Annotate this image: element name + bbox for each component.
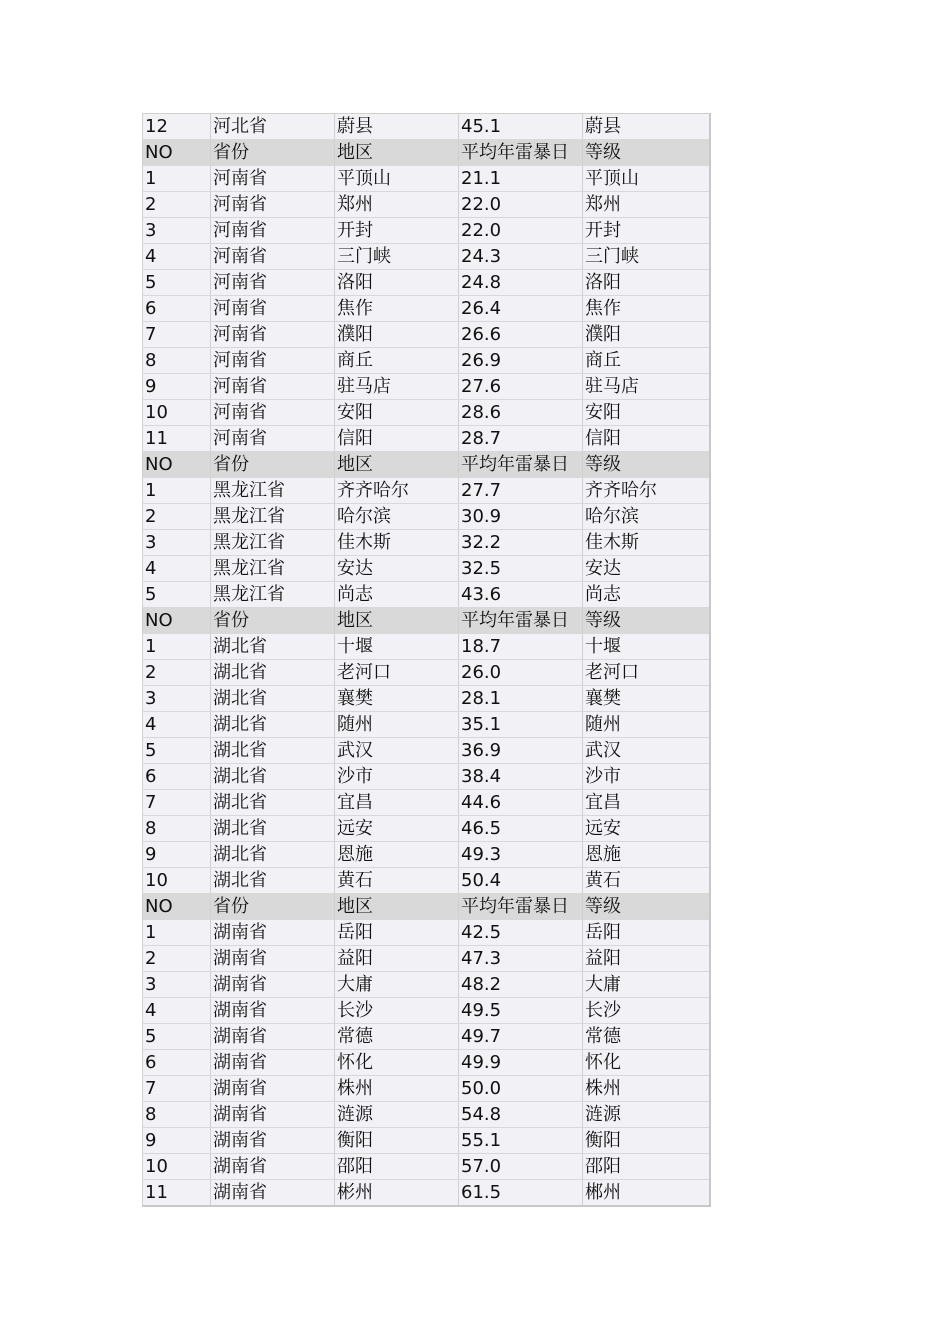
grade-cell: 焦作 — [583, 296, 710, 322]
grade-cell: 洛阳 — [583, 270, 710, 296]
grade-cell: 随州 — [583, 712, 710, 738]
province-cell: 黑龙江省 — [211, 530, 335, 556]
grade-cell: 恩施 — [583, 842, 710, 868]
region-cell: 安达 — [335, 556, 459, 582]
table-header-row — [143, 894, 710, 920]
thunder-days-cell: 45.1 — [459, 114, 583, 140]
header-no-cell: NO — [143, 894, 211, 920]
province-cell: 湖北省 — [211, 842, 335, 868]
grade-cell: 信阳 — [583, 426, 710, 452]
table-row — [143, 712, 710, 738]
grade-cell: 安阳 — [583, 400, 710, 426]
no-cell: 5 — [143, 738, 211, 764]
grade-cell: 怀化 — [583, 1050, 710, 1076]
province-cell: 河南省 — [211, 270, 335, 296]
province-cell: 河南省 — [211, 374, 335, 400]
no-cell: 1 — [143, 920, 211, 946]
no-cell: 3 — [143, 530, 211, 556]
grade-cell: 三门峡 — [583, 244, 710, 270]
grade-cell: 平顶山 — [583, 166, 710, 192]
no-cell: 6 — [143, 296, 211, 322]
thunder-days-cell: 49.7 — [459, 1024, 583, 1050]
region-cell: 商丘 — [335, 348, 459, 374]
grade-cell: 邵阳 — [583, 1154, 710, 1180]
province-cell: 河南省 — [211, 426, 335, 452]
grade-cell: 安达 — [583, 556, 710, 582]
table-row — [143, 842, 710, 868]
table-row — [143, 1128, 710, 1154]
header-grade-cell: 等级 — [583, 608, 710, 634]
no-cell: 3 — [143, 972, 211, 998]
table-row — [143, 738, 710, 764]
no-cell: 5 — [143, 582, 211, 608]
thunder-days-cell: 26.6 — [459, 322, 583, 348]
thunder-days-cell: 27.6 — [459, 374, 583, 400]
province-cell: 湖南省 — [211, 1076, 335, 1102]
region-cell: 驻马店 — [335, 374, 459, 400]
thunder-days-cell: 24.3 — [459, 244, 583, 270]
no-cell: 8 — [143, 816, 211, 842]
grade-cell: 郑州 — [583, 192, 710, 218]
header-grade-cell: 等级 — [583, 452, 710, 478]
thunder-days-cell: 49.5 — [459, 998, 583, 1024]
table-row — [143, 1154, 710, 1180]
thunder-days-cell: 22.0 — [459, 218, 583, 244]
no-cell: 1 — [143, 634, 211, 660]
table-row — [143, 374, 710, 400]
thunder-days-cell: 36.9 — [459, 738, 583, 764]
province-cell: 湖北省 — [211, 868, 335, 894]
table-row — [143, 816, 710, 842]
thunder-days-cell: 42.5 — [459, 920, 583, 946]
grade-cell: 尚志 — [583, 582, 710, 608]
grade-cell: 益阳 — [583, 946, 710, 972]
region-cell: 岳阳 — [335, 920, 459, 946]
thunder-days-cell: 50.0 — [459, 1076, 583, 1102]
no-cell: 4 — [143, 556, 211, 582]
grade-cell: 十堰 — [583, 634, 710, 660]
grade-cell: 远安 — [583, 816, 710, 842]
grade-cell: 齐齐哈尔 — [583, 478, 710, 504]
table-row — [143, 634, 710, 660]
no-cell: 6 — [143, 764, 211, 790]
table-row — [143, 270, 710, 296]
no-cell: 9 — [143, 374, 211, 400]
region-cell: 衡阳 — [335, 1128, 459, 1154]
header-province-cell: 省份 — [211, 894, 335, 920]
region-cell: 彬州 — [335, 1180, 459, 1207]
thunder-days-cell: 48.2 — [459, 972, 583, 998]
table-header-row — [143, 608, 710, 634]
province-cell: 黑龙江省 — [211, 504, 335, 530]
no-cell: 11 — [143, 1180, 211, 1207]
no-cell: 2 — [143, 504, 211, 530]
thunder-days-cell: 27.7 — [459, 478, 583, 504]
thunder-days-cell: 47.3 — [459, 946, 583, 972]
table-row — [143, 1102, 710, 1128]
province-cell: 河南省 — [211, 192, 335, 218]
province-cell: 黑龙江省 — [211, 556, 335, 582]
no-cell: 7 — [143, 790, 211, 816]
region-cell: 襄樊 — [335, 686, 459, 712]
region-cell: 佳木斯 — [335, 530, 459, 556]
region-cell: 宜昌 — [335, 790, 459, 816]
thunder-days-cell: 32.2 — [459, 530, 583, 556]
header-thunder-days-cell: 平均年雷暴日 — [459, 608, 583, 634]
header-province-cell: 省份 — [211, 608, 335, 634]
province-cell: 河南省 — [211, 218, 335, 244]
region-cell: 濮阳 — [335, 322, 459, 348]
grade-cell: 武汉 — [583, 738, 710, 764]
header-region-cell: 地区 — [335, 452, 459, 478]
no-cell: 9 — [143, 842, 211, 868]
region-cell: 哈尔滨 — [335, 504, 459, 530]
grade-cell: 黄石 — [583, 868, 710, 894]
region-cell: 十堰 — [335, 634, 459, 660]
province-cell: 湖北省 — [211, 660, 335, 686]
province-cell: 黑龙江省 — [211, 478, 335, 504]
thunder-days-cell: 30.9 — [459, 504, 583, 530]
table-row — [143, 686, 710, 712]
region-cell: 远安 — [335, 816, 459, 842]
province-cell: 湖北省 — [211, 634, 335, 660]
region-cell: 益阳 — [335, 946, 459, 972]
no-cell: 7 — [143, 1076, 211, 1102]
region-cell: 涟源 — [335, 1102, 459, 1128]
region-cell: 平顶山 — [335, 166, 459, 192]
table-row — [143, 764, 710, 790]
region-cell: 长沙 — [335, 998, 459, 1024]
no-cell: 11 — [143, 426, 211, 452]
no-cell: 5 — [143, 1024, 211, 1050]
header-no-cell: NO — [143, 608, 211, 634]
grade-cell: 哈尔滨 — [583, 504, 710, 530]
province-cell: 河南省 — [211, 400, 335, 426]
table-row — [143, 322, 710, 348]
table-row — [143, 192, 710, 218]
province-cell: 湖南省 — [211, 998, 335, 1024]
no-cell: 5 — [143, 270, 211, 296]
no-cell: 2 — [143, 946, 211, 972]
table-row — [143, 530, 710, 556]
thunderstorm-days-table — [142, 113, 711, 1207]
header-province-cell: 省份 — [211, 452, 335, 478]
grade-cell: 沙市 — [583, 764, 710, 790]
thunder-days-cell: 32.5 — [459, 556, 583, 582]
thunder-days-cell: 50.4 — [459, 868, 583, 894]
no-cell: 10 — [143, 1154, 211, 1180]
province-cell: 湖南省 — [211, 1180, 335, 1207]
table-header-row — [143, 140, 710, 166]
thunder-days-cell: 28.7 — [459, 426, 583, 452]
table-row — [143, 296, 710, 322]
table-row — [143, 244, 710, 270]
region-cell: 株州 — [335, 1076, 459, 1102]
grade-cell: 开封 — [583, 218, 710, 244]
thunder-days-cell: 61.5 — [459, 1180, 583, 1207]
no-cell: 10 — [143, 400, 211, 426]
region-cell: 黄石 — [335, 868, 459, 894]
thunder-days-cell: 18.7 — [459, 634, 583, 660]
province-cell: 湖北省 — [211, 764, 335, 790]
thunder-days-cell: 55.1 — [459, 1128, 583, 1154]
table-row — [143, 426, 710, 452]
thunder-days-cell: 22.0 — [459, 192, 583, 218]
table-row — [143, 1180, 710, 1207]
header-province-cell: 省份 — [211, 140, 335, 166]
region-cell: 郑州 — [335, 192, 459, 218]
thunder-days-cell: 26.0 — [459, 660, 583, 686]
region-cell: 尚志 — [335, 582, 459, 608]
grade-cell: 老河口 — [583, 660, 710, 686]
province-cell: 湖南省 — [211, 1128, 335, 1154]
table-body — [143, 114, 710, 1207]
no-cell: 12 — [143, 114, 211, 140]
grade-cell: 大庸 — [583, 972, 710, 998]
table-row — [143, 582, 710, 608]
province-cell: 湖南省 — [211, 920, 335, 946]
table-header-row — [143, 452, 710, 478]
region-cell: 怀化 — [335, 1050, 459, 1076]
province-cell: 河南省 — [211, 348, 335, 374]
header-region-cell: 地区 — [335, 608, 459, 634]
table-row — [143, 1024, 710, 1050]
no-cell: 6 — [143, 1050, 211, 1076]
province-cell: 湖南省 — [211, 1102, 335, 1128]
thunder-days-cell: 49.9 — [459, 1050, 583, 1076]
table-row — [143, 1076, 710, 1102]
table-row — [143, 868, 710, 894]
no-cell: 3 — [143, 686, 211, 712]
header-thunder-days-cell: 平均年雷暴日 — [459, 894, 583, 920]
province-cell: 湖北省 — [211, 686, 335, 712]
header-thunder-days-cell: 平均年雷暴日 — [459, 452, 583, 478]
table-row — [143, 946, 710, 972]
province-cell: 湖北省 — [211, 816, 335, 842]
table-row — [143, 478, 710, 504]
thunder-days-cell: 26.4 — [459, 296, 583, 322]
province-cell: 湖南省 — [211, 946, 335, 972]
thunder-days-cell: 54.8 — [459, 1102, 583, 1128]
header-grade-cell: 等级 — [583, 894, 710, 920]
grade-cell: 郴州 — [583, 1180, 710, 1207]
table-row — [143, 218, 710, 244]
region-cell: 恩施 — [335, 842, 459, 868]
grade-cell: 长沙 — [583, 998, 710, 1024]
grade-cell: 涟源 — [583, 1102, 710, 1128]
thunder-days-cell: 49.3 — [459, 842, 583, 868]
province-cell: 河南省 — [211, 322, 335, 348]
grade-cell: 商丘 — [583, 348, 710, 374]
table-row — [143, 1050, 710, 1076]
table-row — [143, 166, 710, 192]
region-cell: 信阳 — [335, 426, 459, 452]
grade-cell: 衡阳 — [583, 1128, 710, 1154]
grade-cell: 蔚县 — [583, 114, 710, 140]
table-row — [143, 998, 710, 1024]
table-row — [143, 920, 710, 946]
table-row — [143, 556, 710, 582]
province-cell: 河南省 — [211, 244, 335, 270]
region-cell: 三门峡 — [335, 244, 459, 270]
thunder-days-cell: 38.4 — [459, 764, 583, 790]
thunder-days-cell: 46.5 — [459, 816, 583, 842]
table-row — [143, 348, 710, 374]
header-region-cell: 地区 — [335, 894, 459, 920]
region-cell: 开封 — [335, 218, 459, 244]
thunder-days-cell: 28.6 — [459, 400, 583, 426]
region-cell: 大庸 — [335, 972, 459, 998]
table-row — [143, 504, 710, 530]
header-grade-cell: 等级 — [583, 140, 710, 166]
thunder-days-cell: 57.0 — [459, 1154, 583, 1180]
no-cell: 10 — [143, 868, 211, 894]
grade-cell: 佳木斯 — [583, 530, 710, 556]
table-row — [143, 660, 710, 686]
thunder-days-cell: 28.1 — [459, 686, 583, 712]
province-cell: 湖北省 — [211, 712, 335, 738]
grade-cell: 濮阳 — [583, 322, 710, 348]
grade-cell: 襄樊 — [583, 686, 710, 712]
grade-cell: 岳阳 — [583, 920, 710, 946]
no-cell: 8 — [143, 1102, 211, 1128]
region-cell: 邵阳 — [335, 1154, 459, 1180]
grade-cell: 常德 — [583, 1024, 710, 1050]
region-cell: 蔚县 — [335, 114, 459, 140]
province-cell: 湖北省 — [211, 790, 335, 816]
no-cell: 7 — [143, 322, 211, 348]
region-cell: 齐齐哈尔 — [335, 478, 459, 504]
thunder-days-cell: 44.6 — [459, 790, 583, 816]
region-cell: 随州 — [335, 712, 459, 738]
province-cell: 湖南省 — [211, 1024, 335, 1050]
region-cell: 沙市 — [335, 764, 459, 790]
no-cell: 4 — [143, 712, 211, 738]
no-cell: 1 — [143, 478, 211, 504]
no-cell: 2 — [143, 660, 211, 686]
province-cell: 湖南省 — [211, 972, 335, 998]
grade-cell: 驻马店 — [583, 374, 710, 400]
no-cell: 8 — [143, 348, 211, 374]
grade-cell: 宜昌 — [583, 790, 710, 816]
header-no-cell: NO — [143, 452, 211, 478]
table-row — [143, 972, 710, 998]
no-cell: 2 — [143, 192, 211, 218]
province-cell: 河北省 — [211, 114, 335, 140]
thunder-days-cell: 43.6 — [459, 582, 583, 608]
thunder-days-cell: 21.1 — [459, 166, 583, 192]
region-cell: 常德 — [335, 1024, 459, 1050]
thunder-days-cell: 35.1 — [459, 712, 583, 738]
region-cell: 武汉 — [335, 738, 459, 764]
grade-cell: 株州 — [583, 1076, 710, 1102]
region-cell: 洛阳 — [335, 270, 459, 296]
table-row — [143, 790, 710, 816]
province-cell: 湖北省 — [211, 738, 335, 764]
province-cell: 河南省 — [211, 166, 335, 192]
header-no-cell: NO — [143, 140, 211, 166]
no-cell: 1 — [143, 166, 211, 192]
no-cell: 4 — [143, 998, 211, 1024]
header-region-cell: 地区 — [335, 140, 459, 166]
region-cell: 安阳 — [335, 400, 459, 426]
thunder-days-cell: 26.9 — [459, 348, 583, 374]
region-cell: 焦作 — [335, 296, 459, 322]
thunder-days-cell: 24.8 — [459, 270, 583, 296]
province-cell: 黑龙江省 — [211, 582, 335, 608]
province-cell: 湖南省 — [211, 1154, 335, 1180]
table-row — [143, 114, 710, 140]
province-cell: 河南省 — [211, 296, 335, 322]
no-cell: 9 — [143, 1128, 211, 1154]
province-cell: 湖南省 — [211, 1050, 335, 1076]
region-cell: 老河口 — [335, 660, 459, 686]
no-cell: 4 — [143, 244, 211, 270]
table-row — [143, 400, 710, 426]
header-thunder-days-cell: 平均年雷暴日 — [459, 140, 583, 166]
no-cell: 3 — [143, 218, 211, 244]
